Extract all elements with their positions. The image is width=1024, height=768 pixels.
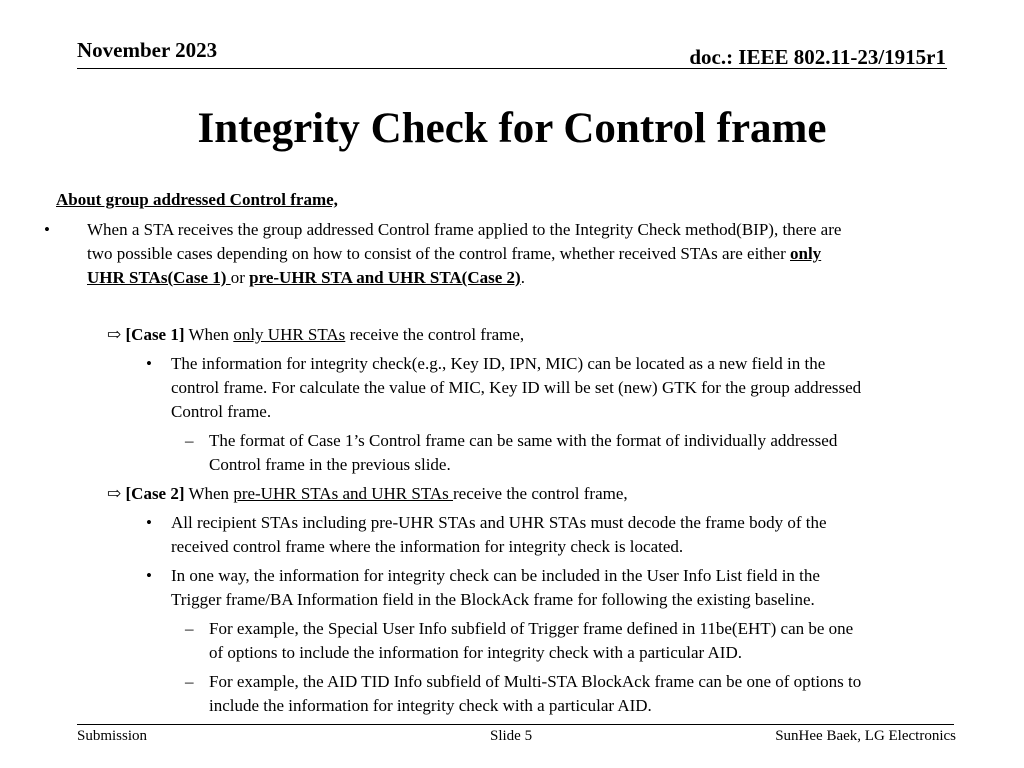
slide-title: Integrity Check for Control frame (197, 105, 827, 152)
intro-or-text: or (230, 268, 250, 287)
arrow-right-icon: ⇨ (107, 325, 122, 344)
case2-dash1-line1: For example, the Special User Info subfield of Trigger frame defined in 11be(EHT) can be one (209, 619, 854, 638)
case2-dash-1: – (185, 619, 194, 638)
intro-line-1: When a STA receives the group addressed Control frame applied to the Integrity Check method(BIP), there are (87, 220, 842, 239)
intro-case1-emphasis: UHR STAs(Case 1) (87, 268, 231, 287)
intro-line-2 (87, 242, 821, 266)
arrow-right-icon: ⇨ (107, 484, 122, 503)
intro-line-2-text: two possible cases depending on how to consist of the control frame, whether received STAs are either (87, 244, 790, 263)
case1-label: [Case 1] (125, 325, 185, 344)
case1-bullet: • (146, 354, 152, 373)
case1-rest: receive the control frame, (345, 325, 525, 344)
case1-bullet1-line2: control frame. For calculate the value of MIC, Key ID will be set (new) GTK for the group addressed (171, 378, 862, 397)
intro-bullet: • (44, 220, 50, 239)
header-date: November 2023 (77, 38, 218, 62)
case2-bullet2-line2: Trigger frame/BA Information field in the BlockAck frame for following the existing baseline. (171, 590, 815, 609)
intro-period: . (520, 268, 525, 287)
case2-underlined: pre-UHR STAs and UHR STAs (233, 484, 454, 503)
intro-only-emphasis: only (790, 244, 822, 263)
intro-case2-emphasis: pre-UHR STA and UHR STA(Case 2) (249, 268, 521, 287)
case2-heading (107, 482, 628, 506)
header-rule (77, 68, 947, 69)
case2-when: When (184, 484, 234, 503)
case2-bullet-2: • (146, 566, 152, 585)
case2-bullet-1: • (146, 513, 152, 532)
case1-dash1-line1: The format of Case 1’s Control frame can be same with the format of individually addressed (209, 431, 838, 450)
case2-dash2-line1: For example, the AID TID Info subfield of Multi-STA BlockAck frame can be one of options to (209, 672, 862, 691)
case1-bullet1-line3: Control frame. (171, 402, 272, 421)
case1-dash: – (185, 431, 194, 450)
intro-line-3 (87, 266, 525, 290)
case2-dash1-line2: of options to include the information for integrity check with a particular AID. (209, 643, 742, 662)
case1-underlined: only UHR STAs (233, 325, 346, 344)
footer-author: SunHee Baek, LG Electronics (775, 728, 956, 744)
case2-rest: receive the control frame, (453, 484, 628, 503)
case2-label: [Case 2] (125, 484, 185, 503)
case2-bullet1-line2: received control frame where the information for integrity check is located. (171, 537, 684, 556)
footer-rule (77, 724, 954, 725)
case2-dash-2: – (185, 672, 194, 691)
case2-bullet2-line1: In one way, the information for integrity check can be included in the User Info List field in the (171, 566, 820, 585)
case1-when: When (184, 325, 234, 344)
case2-bullet1-line1: All recipient STAs including pre-UHR STAs and UHR STAs must decode the frame body of the (171, 513, 827, 532)
case1-heading (107, 323, 524, 347)
case2-dash2-line2: include the information for integrity check with a particular AID. (209, 696, 652, 715)
case1-dash1-line2: Control frame in the previous slide. (209, 455, 451, 474)
footer-slide-number: Slide 5 (490, 728, 533, 744)
case1-bullet1-line1: The information for integrity check(e.g., Key ID, IPN, MIC) can be located as a new field in the (171, 354, 826, 373)
footer-submission: Submission (77, 728, 148, 744)
intro-heading: About group addressed Control frame, (56, 190, 338, 209)
header-doc-id: doc.: IEEE 802.11-23/1915r1 (689, 45, 946, 69)
